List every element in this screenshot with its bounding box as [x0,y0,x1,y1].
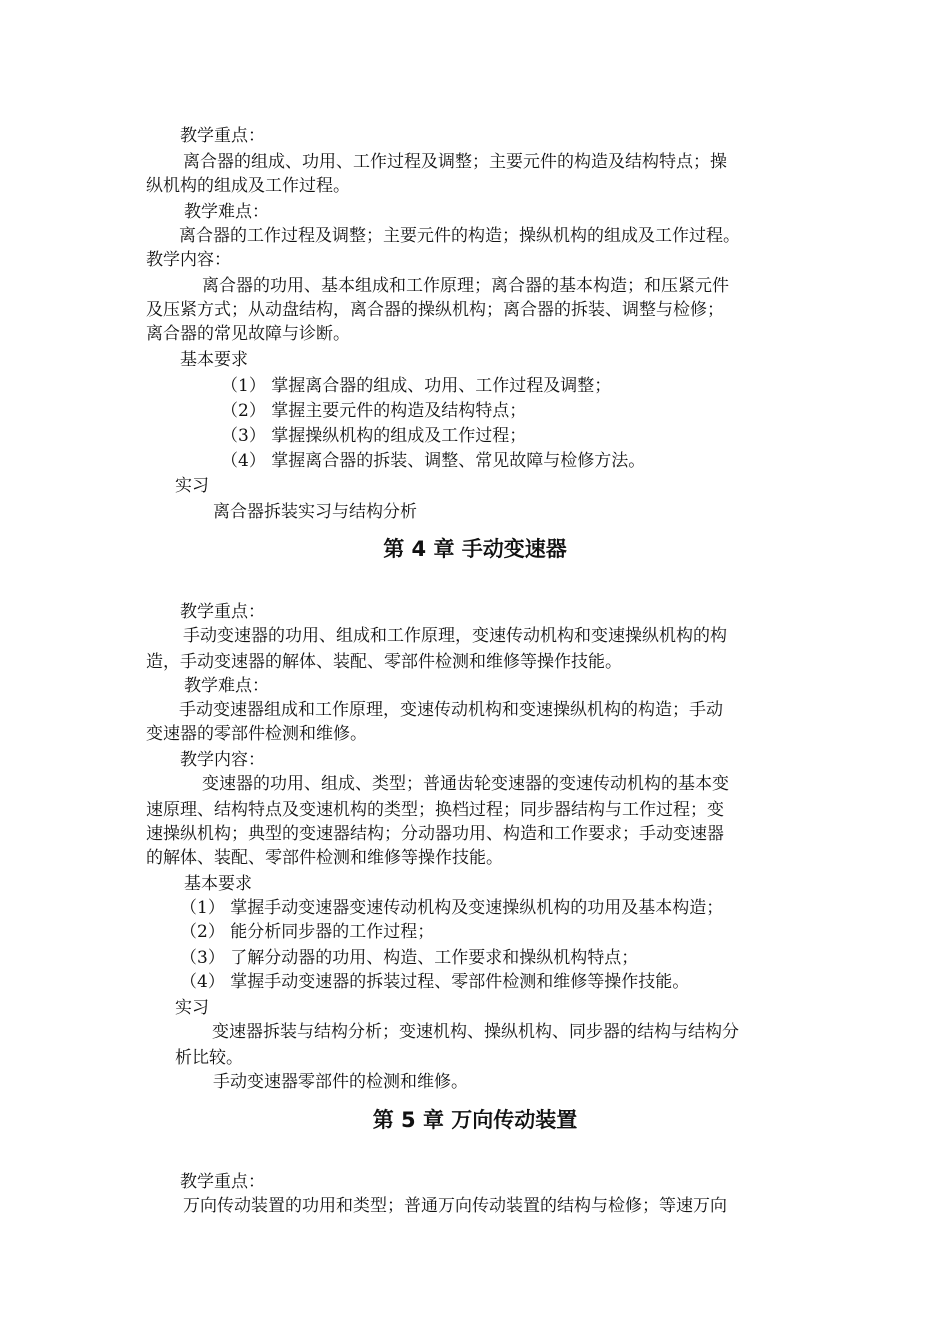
paragraph-line: 速原理、结构特点及变速机构的类型；换档过程；同步器结构与工作过程；变 [146,800,724,820]
practice-line: 变速器拆装与结构分析；变速机构、操纵机构、同步器的结构与结构分 [212,1022,739,1042]
paragraph-line: 变速器的功用、组成、类型；普通齿轮变速器的变速传动机构的基本变 [202,774,729,794]
paragraph-line: 万向传动装置的功用和类型；普通万向传动装置的结构与检修；等速万向 [183,1196,727,1216]
paragraph-line: 离合器的常见故障与诊断。 [146,324,350,344]
chapter-4-heading: 第 4 章 手动变速器 [383,537,567,561]
practice-line: 析比较。 [175,1048,243,1068]
paragraph-line: 速操纵机构；典型的变速器结构；分动器功用、构造和工作要求；手动变速器 [146,824,724,844]
practice-line: 离合器拆装实习与结构分析 [213,502,417,522]
teaching-content-label: 教学内容： [146,250,231,270]
requirement-item: （1） 掌握手动变速器变速传动机构及变速操纵机构的功用及基本构造； [180,898,724,918]
requirement-item: （2） 能分析同步器的工作过程； [180,922,435,942]
practice-label: 实习 [175,476,209,496]
practice-label: 实习 [175,998,209,1018]
chapter-5-heading: 第 5 章 万向传动装置 [372,1108,578,1132]
teaching-focus-label: 教学重点： [180,126,265,146]
teaching-focus-label: 教学重点： [180,1172,265,1192]
paragraph-line: 离合器的工作过程及调整；主要元件的构造；操纵机构的组成及工作过程。 [179,226,740,246]
practice-line: 手动变速器零部件的检测和维修。 [213,1072,468,1092]
paragraph-line: 造，手动变速器的解体、装配、零部件检测和维修等操作技能。 [146,652,622,672]
requirements-label: 基本要求 [184,874,252,894]
requirement-item: （3） 了解分动器的功用、构造、工作要求和操纵机构特点； [180,948,639,968]
paragraph-line: 及压紧方式；从动盘结构，离合器的操纵机构；离合器的拆装、调整与检修； [146,300,724,320]
teaching-focus-label: 教学重点： [180,602,265,622]
requirement-item: （4） 掌握手动变速器的拆装过程、零部件检测和维修等操作技能。 [180,972,690,992]
paragraph-line: 的解体、装配、零部件检测和维修等操作技能。 [146,848,503,868]
paragraph-line: 手动变速器组成和工作原理，变速传动机构和变速操纵机构的构造；手动 [179,700,723,720]
requirement-item: （1） 掌握离合器的组成、功用、工作过程及调整； [221,376,612,396]
requirement-item: （4） 掌握离合器的拆装、调整、常见故障与检修方法。 [221,451,646,471]
paragraph-line: 变速器的零部件检测和维修。 [146,724,367,744]
paragraph-line: 纵机构的组成及工作过程。 [146,176,350,196]
teaching-difficulty-label: 教学难点： [184,202,269,222]
paragraph-line: 离合器的功用、基本组成和工作原理；离合器的基本构造；和压紧元件 [202,276,729,296]
teaching-difficulty-label: 教学难点： [184,676,269,696]
paragraph-line: 离合器的组成、功用、工作过程及调整；主要元件的构造及结构特点；操 [183,152,727,172]
requirements-label: 基本要求 [180,350,248,370]
requirement-item: （2） 掌握主要元件的构造及结构特点； [221,401,527,421]
paragraph-line: 手动变速器的功用、组成和工作原理，变速传动机构和变速操纵机构的构 [183,626,727,646]
teaching-content-label: 教学内容： [180,750,265,770]
requirement-item: （3） 掌握操纵机构的组成及工作过程； [221,426,527,446]
